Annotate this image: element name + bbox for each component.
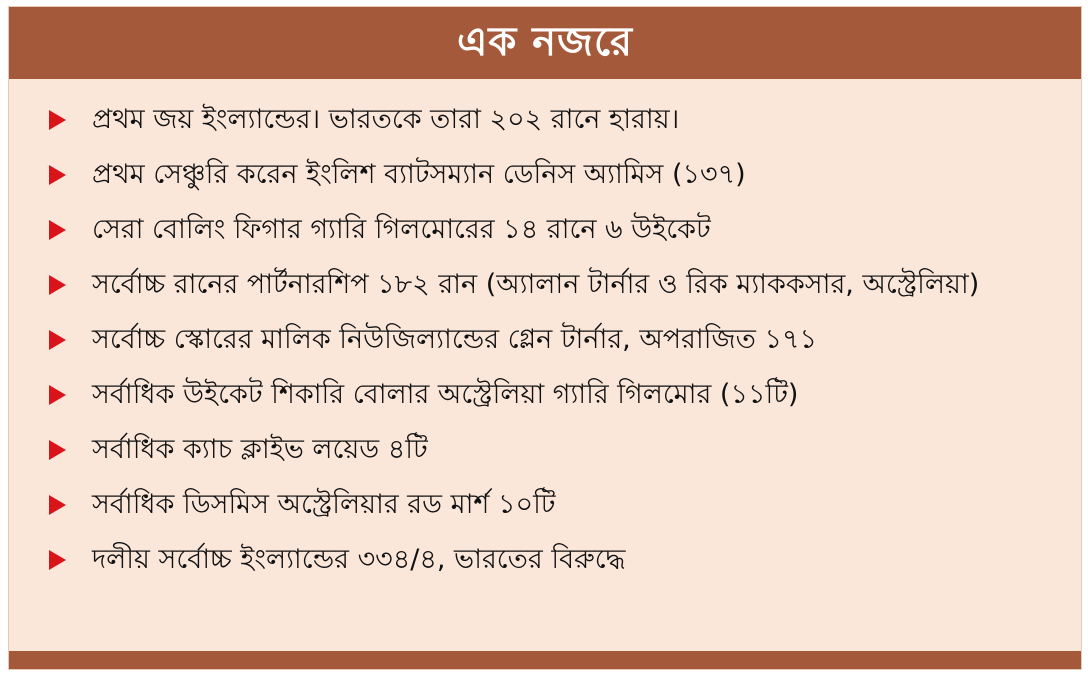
fact-text: সেরা বোলিং ফিগার গ্যারি গিলমোরের ১৪ রানে ৬ উইকেট [92,214,711,245]
triangle-bullet-icon [49,275,66,295]
list-item [49,99,1057,140]
fact-text: সর্বাধিক ডিসমিস অস্ট্রেলিয়ার রড মার্শ ১০টি [92,489,556,520]
box-title: এক নজরে [456,18,634,65]
fact-text: সর্বোচ্চ স্কোরের মালিক নিউজিল্যান্ডের গ্লেন টার্নার, অপরাজিত ১৭১ [92,324,818,355]
list-item [49,264,1057,305]
title-banner [9,7,1081,79]
triangle-bullet-icon [49,165,66,185]
list-item [49,429,1057,470]
facts-list [9,99,1081,594]
fact-text: প্রথম সেঞ্চুরি করেন ইংলিশ ব্যাটসম্যান ডেনিস অ্যামিস (১৩৭) [92,159,746,190]
triangle-bullet-icon [49,550,66,570]
triangle-bullet-icon [49,440,66,460]
triangle-bullet-icon [49,330,66,350]
list-item [49,484,1057,525]
at-a-glance-box [8,6,1082,670]
triangle-bullet-icon [49,495,66,515]
fact-text: সর্বোচ্চ রানের পার্টনারশিপ ১৮২ রান (অ্যালান টার্নার ও রিক ম্যাককসার, অস্ট্রেলিয়া) [92,269,980,300]
list-item [49,374,1057,415]
list-item [49,319,1057,360]
list-item [49,154,1057,195]
triangle-bullet-icon [49,220,66,240]
triangle-bullet-icon [49,110,66,130]
list-item [49,209,1057,250]
list-item [49,539,1057,580]
fact-text: প্রথম জয় ইংল্যান্ডের। ভারতকে তারা ২০২ রানে হারায়। [92,104,680,135]
fact-text: দলীয় সর্বোচ্চ ইংল্যান্ডের ৩৩৪/৪, ভারতের বিরুদ্ধে [92,544,626,575]
fact-text: সর্বাধিক ক্যাচ ক্লাইভ লয়েড ৪টি [92,434,428,465]
bottom-bar [9,651,1081,669]
fact-text: সর্বাধিক উইকেট শিকারি বোলার অস্ট্রেলিয়া গ্যারি গিলমোর (১১টি) [92,379,799,410]
triangle-bullet-icon [49,385,66,405]
